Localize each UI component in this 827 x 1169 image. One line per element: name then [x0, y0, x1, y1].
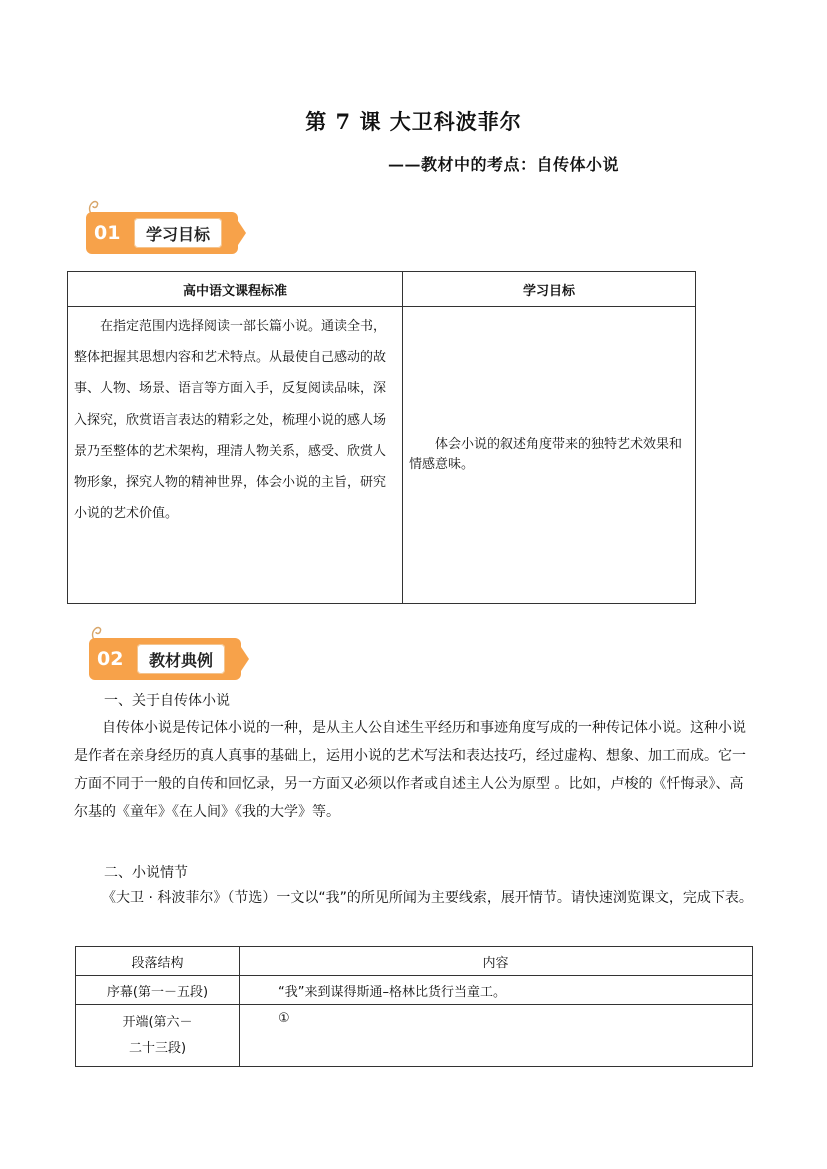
table-header-standard: 高中语文课程标准: [68, 272, 403, 307]
section-badge-textbook-examples: [89, 638, 249, 680]
row-part: 序幕(第一－五段): [76, 976, 240, 1005]
table-row: [76, 976, 753, 1005]
section-label: 学习目标: [134, 218, 222, 248]
section-badge-learning-goals: [86, 212, 246, 254]
part2-text: 《大卫 · 科波菲尔》（节选）一文以“我”的所见所闻为主要线索，展开情节。请快速浏览课文，完成下表。: [102, 890, 753, 906]
section-number: 02: [97, 648, 124, 670]
table-header-part: 段落结构: [76, 947, 240, 976]
row-part-line1: 开端(第六－: [122, 1014, 193, 1030]
curriculum-table: [67, 271, 696, 604]
page-subtitle: ——教材中的考点：自传体小说: [388, 155, 620, 174]
row-part: [76, 1005, 240, 1067]
standard-cell: 在指定范围内选择阅读一部长篇小说。通读全书，整体把握其思想内容和艺术特点。从最使自己感动的故事、人物、场景、语言等方面入手，反复阅读品味，深入探究，欣赏语言表达的精彩之处，梳理小说的感人场景乃至整体的艺术架构，理清人物关系，感受、欣赏人物形象，探究人物的精神世界，体会小说的主旨，研究小说的艺术价值。: [68, 307, 403, 604]
row-part-line2: 二十三段): [128, 1040, 187, 1056]
row-content-blank[interactable]: ①: [240, 1005, 753, 1067]
row-content: “我”来到谋得斯通–格林比货行当童工。: [240, 976, 753, 1005]
part1-heading: 一、关于自传体小说: [104, 693, 230, 709]
part1-text: 自传体小说是传记体小说的一种，是从主人公自述生平经历和事迹角度写成的一种传记体小说。这种小说是作者在亲身经历的真人真事的基础上，运用小说的艺术写法和表达技巧，经过虚构、想象、加工而成。它一方面不同于一般的自传和回忆录，另一方面又必须以作者或自述主人公为原型 。比如，卢梭的《忏悔录》、高尔基的《童年》《在人间》《我的大学》等。: [74, 720, 746, 820]
page-title: 第 7 课 大卫科波菲尔: [305, 109, 522, 134]
table-row: [76, 1005, 753, 1067]
plot-table: [75, 946, 753, 1067]
section-label: 教材典例: [137, 644, 225, 674]
section-number: 01: [94, 222, 121, 244]
part2-heading: 二、小说情节: [104, 865, 188, 881]
table-header-goal: 学习目标: [403, 272, 696, 307]
table-header-content: 内容: [240, 947, 753, 976]
goal-cell: 体会小说的叙述角度带来的独特艺术效果和情感意味。: [403, 307, 696, 604]
